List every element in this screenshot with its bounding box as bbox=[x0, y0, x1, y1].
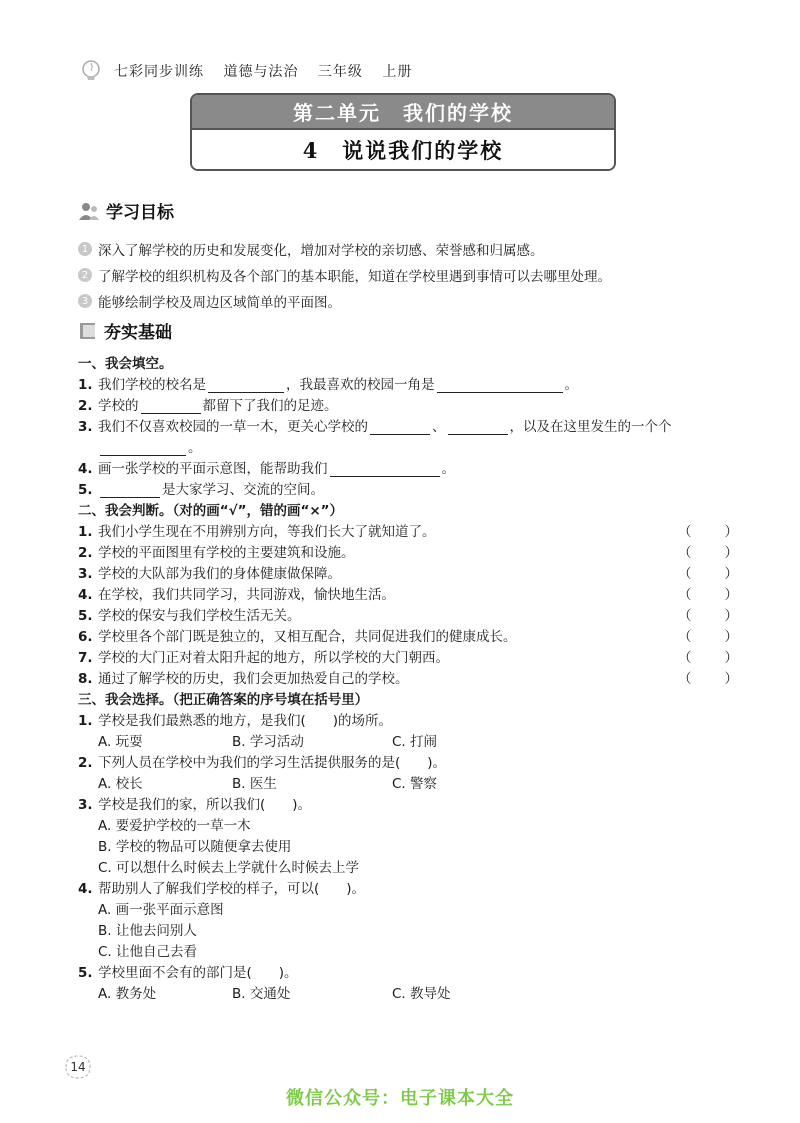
choice-stem: 学校是我们的家，所以我们( )。 bbox=[98, 797, 312, 813]
judge-text: 我们小学生现在不用辨别方向，等我们长大了就知道了。 bbox=[98, 524, 436, 540]
choice-options bbox=[78, 984, 738, 1005]
question-number: 5. bbox=[78, 965, 93, 981]
header-series: 七彩同步训练 bbox=[114, 64, 204, 80]
lesson-title-box bbox=[190, 93, 616, 171]
answer-paren[interactable] bbox=[678, 627, 738, 648]
option-a[interactable]: A. 教务处 bbox=[98, 986, 157, 1002]
option-b[interactable]: B. 学校的物品可以随便拿去使用 bbox=[98, 839, 292, 855]
goal-text: 深入了解学校的历史和发展变化，增加对学校的亲切感、荣誉感和归属感。 bbox=[98, 243, 544, 259]
fill-q1-b: ，我最喜欢的校园一角是 bbox=[286, 377, 435, 393]
choice-stem: 帮助别人了解我们学校的样子，可以( )。 bbox=[98, 881, 366, 897]
question-number: 1. bbox=[78, 713, 93, 729]
goal-text: 了解学校的组织机构及各个部门的基本职能，知道在学校里遇到事情可以去哪里处理。 bbox=[98, 269, 611, 285]
fill-q5-b: 是大家学习、交流的空间。 bbox=[162, 482, 324, 498]
question-number: 8. bbox=[78, 671, 93, 687]
goal-text: 能够绘制学校及周边区域简单的平面图。 bbox=[98, 295, 341, 311]
goal-item bbox=[78, 236, 738, 262]
running-header bbox=[78, 58, 426, 84]
paren-close: ） bbox=[724, 671, 738, 687]
fill-q2-b: 都留下了我们的足迹。 bbox=[202, 398, 338, 414]
question-number: 4. bbox=[78, 461, 93, 477]
judge-item bbox=[78, 564, 738, 585]
judge-text: 学校的保安与我们学校生活无关。 bbox=[98, 608, 301, 624]
answer-paren[interactable] bbox=[678, 648, 738, 669]
choice-q5 bbox=[78, 963, 738, 984]
fill-q1-a: 我们学校的校名是 bbox=[98, 377, 206, 393]
question-number: 6. bbox=[78, 629, 93, 645]
page-number-badge bbox=[62, 1052, 94, 1082]
answer-blank[interactable] bbox=[208, 378, 284, 393]
option-b[interactable]: B. 让他去问别人 bbox=[98, 923, 197, 939]
judge-text: 学校里各个部门既是独立的，又相互配合，共同促进我们的健康成长。 bbox=[98, 629, 517, 645]
question-number: 1. bbox=[78, 524, 93, 540]
paren-open: （ bbox=[678, 587, 692, 603]
question-number: 7. bbox=[78, 650, 93, 666]
goals-heading-text: 学习目标 bbox=[106, 203, 174, 223]
judge-item bbox=[78, 606, 738, 627]
answer-blank[interactable] bbox=[437, 378, 563, 393]
answer-paren[interactable] bbox=[678, 564, 738, 585]
question-number: 3. bbox=[78, 797, 93, 813]
question-number: 4. bbox=[78, 587, 93, 603]
judge-item bbox=[78, 522, 738, 543]
basics-heading bbox=[78, 318, 172, 343]
question-number: 4. bbox=[78, 881, 93, 897]
paren-open: （ bbox=[678, 650, 692, 666]
question-number: 1. bbox=[78, 377, 93, 393]
answer-paren[interactable] bbox=[678, 522, 738, 543]
option-c[interactable]: C. 警察 bbox=[392, 776, 438, 792]
fill-q3-b: 、 bbox=[432, 419, 446, 435]
question-number: 5. bbox=[78, 482, 93, 498]
answer-blank[interactable] bbox=[448, 420, 508, 435]
option-c[interactable]: C. 让他自己去看 bbox=[98, 944, 198, 960]
goal-number: 1 bbox=[78, 242, 92, 256]
answer-paren[interactable] bbox=[678, 543, 738, 564]
choice-q4 bbox=[78, 879, 738, 900]
answer-blank[interactable] bbox=[370, 420, 430, 435]
option-c[interactable]: C. 打闹 bbox=[392, 734, 438, 750]
paren-close: ） bbox=[724, 650, 738, 666]
fill-q4 bbox=[78, 459, 738, 480]
goal-number: 3 bbox=[78, 294, 92, 308]
fill-section-title: 一、我会填空。 bbox=[78, 356, 173, 372]
header-grade: 三年级 bbox=[317, 64, 363, 80]
goal-item bbox=[78, 288, 738, 314]
question-number: 2. bbox=[78, 398, 93, 414]
paren-close: ） bbox=[724, 608, 738, 624]
footer-watermark: 微信公众号：电子课本大全 bbox=[286, 1088, 514, 1109]
answer-paren[interactable] bbox=[678, 606, 738, 627]
goals-list bbox=[78, 236, 738, 314]
judge-text: 学校的大队部为我们的身体健康做保障。 bbox=[98, 566, 341, 582]
option-b[interactable]: B. 交通处 bbox=[232, 986, 291, 1002]
students-icon bbox=[78, 201, 100, 221]
choice-q1 bbox=[78, 711, 738, 732]
exercise-body bbox=[78, 354, 738, 1005]
fill-q4-a: 画一张学校的平面示意图，能帮助我们 bbox=[98, 461, 328, 477]
fill-q3 bbox=[78, 417, 738, 438]
option-c[interactable]: C. 教导处 bbox=[392, 986, 451, 1002]
paren-close: ） bbox=[724, 587, 738, 603]
answer-blank[interactable] bbox=[100, 441, 186, 456]
fill-q2 bbox=[78, 396, 738, 417]
question-number: 3. bbox=[78, 566, 93, 582]
choice-section-title: 三、我会选择。（把正确答案的序号填在括号里） bbox=[78, 692, 369, 708]
header-text bbox=[114, 61, 426, 81]
lightbulb-icon bbox=[78, 58, 104, 84]
paren-open: （ bbox=[678, 524, 692, 540]
fill-q4-b: 。 bbox=[441, 461, 455, 477]
choice-stem: 学校里面不会有的部门是( )。 bbox=[98, 965, 298, 981]
choice-q3 bbox=[78, 795, 738, 816]
judge-section-title: 二、我会判断。（对的画“√”，错的画“×”） bbox=[78, 503, 344, 519]
option-a[interactable]: A. 校长 bbox=[98, 776, 143, 792]
answer-blank[interactable] bbox=[141, 399, 201, 414]
option-a[interactable]: A. 要爱护学校的一草一木 bbox=[98, 818, 251, 834]
lesson-title: 4 说说我们的学校 bbox=[192, 130, 614, 169]
paren-close: ） bbox=[724, 629, 738, 645]
fill-q1 bbox=[78, 375, 738, 396]
answer-blank[interactable] bbox=[330, 462, 440, 477]
header-volume: 上册 bbox=[382, 64, 413, 80]
choice-q2 bbox=[78, 753, 738, 774]
choice-options bbox=[78, 774, 738, 795]
option-b[interactable]: B. 学习活动 bbox=[232, 734, 304, 750]
page-number: 14 bbox=[70, 1060, 86, 1074]
judge-item bbox=[78, 669, 738, 690]
paren-open: （ bbox=[678, 608, 692, 624]
paren-open: （ bbox=[678, 566, 692, 582]
answer-paren[interactable] bbox=[678, 669, 738, 690]
option-b[interactable]: B. 医生 bbox=[232, 776, 277, 792]
answer-paren[interactable] bbox=[678, 585, 738, 606]
question-number: 2. bbox=[78, 755, 93, 771]
judge-item bbox=[78, 585, 738, 606]
judge-text: 在学校，我们共同学习，共同游戏，愉快地生活。 bbox=[98, 587, 395, 603]
fill-q3-cont bbox=[78, 438, 738, 459]
option-a[interactable]: A. 画一张平面示意图 bbox=[98, 902, 224, 918]
question-number: 2. bbox=[78, 545, 93, 561]
paren-close: ） bbox=[724, 524, 738, 540]
paren-close: ） bbox=[724, 566, 738, 582]
unit-title: 第二单元 我们的学校 bbox=[192, 95, 614, 130]
judge-text: 学校的平面图里有学校的主要建筑和设施。 bbox=[98, 545, 355, 561]
answer-blank[interactable] bbox=[100, 483, 160, 498]
choice-stem: 学校是我们最熟悉的地方，是我们( )的场所。 bbox=[98, 713, 393, 729]
judge-item bbox=[78, 627, 738, 648]
option-a[interactable]: A. 玩耍 bbox=[98, 734, 143, 750]
choice-options bbox=[78, 732, 738, 753]
paren-open: （ bbox=[678, 545, 692, 561]
paren-open: （ bbox=[678, 629, 692, 645]
fill-q1-c: 。 bbox=[564, 377, 578, 393]
choice-stem: 下列人员在学校中为我们的学习生活提供服务的是( )。 bbox=[98, 755, 447, 771]
fill-q3-d: 。 bbox=[188, 440, 202, 456]
goal-number: 2 bbox=[78, 268, 92, 282]
question-number: 5. bbox=[78, 608, 93, 624]
option-c[interactable]: C. 可以想什么时候去上学就什么时候去上学 bbox=[98, 860, 360, 876]
paren-close: ） bbox=[724, 545, 738, 561]
header-subject: 道德与法治 bbox=[223, 64, 299, 80]
book-icon bbox=[78, 321, 98, 341]
judge-text: 学校的大门正对着太阳升起的地方，所以学校的大门朝西。 bbox=[98, 650, 449, 666]
paren-open: （ bbox=[678, 671, 692, 687]
goals-heading bbox=[78, 198, 174, 223]
fill-q3-c: ，以及在这里发生的一个个 bbox=[509, 419, 672, 435]
judge-text: 通过了解学校的历史，我们会更加热爱自己的学校。 bbox=[98, 671, 409, 687]
question-number: 3. bbox=[78, 419, 93, 435]
fill-q2-a: 学校的 bbox=[98, 398, 139, 414]
judge-item bbox=[78, 543, 738, 564]
fill-q3-a: 我们不仅喜欢校园的一草一木，更关心学校的 bbox=[98, 419, 368, 435]
fill-q5 bbox=[78, 480, 738, 501]
basics-heading-text: 夯实基础 bbox=[104, 323, 172, 343]
goal-item bbox=[78, 262, 738, 288]
judge-item bbox=[78, 648, 738, 669]
